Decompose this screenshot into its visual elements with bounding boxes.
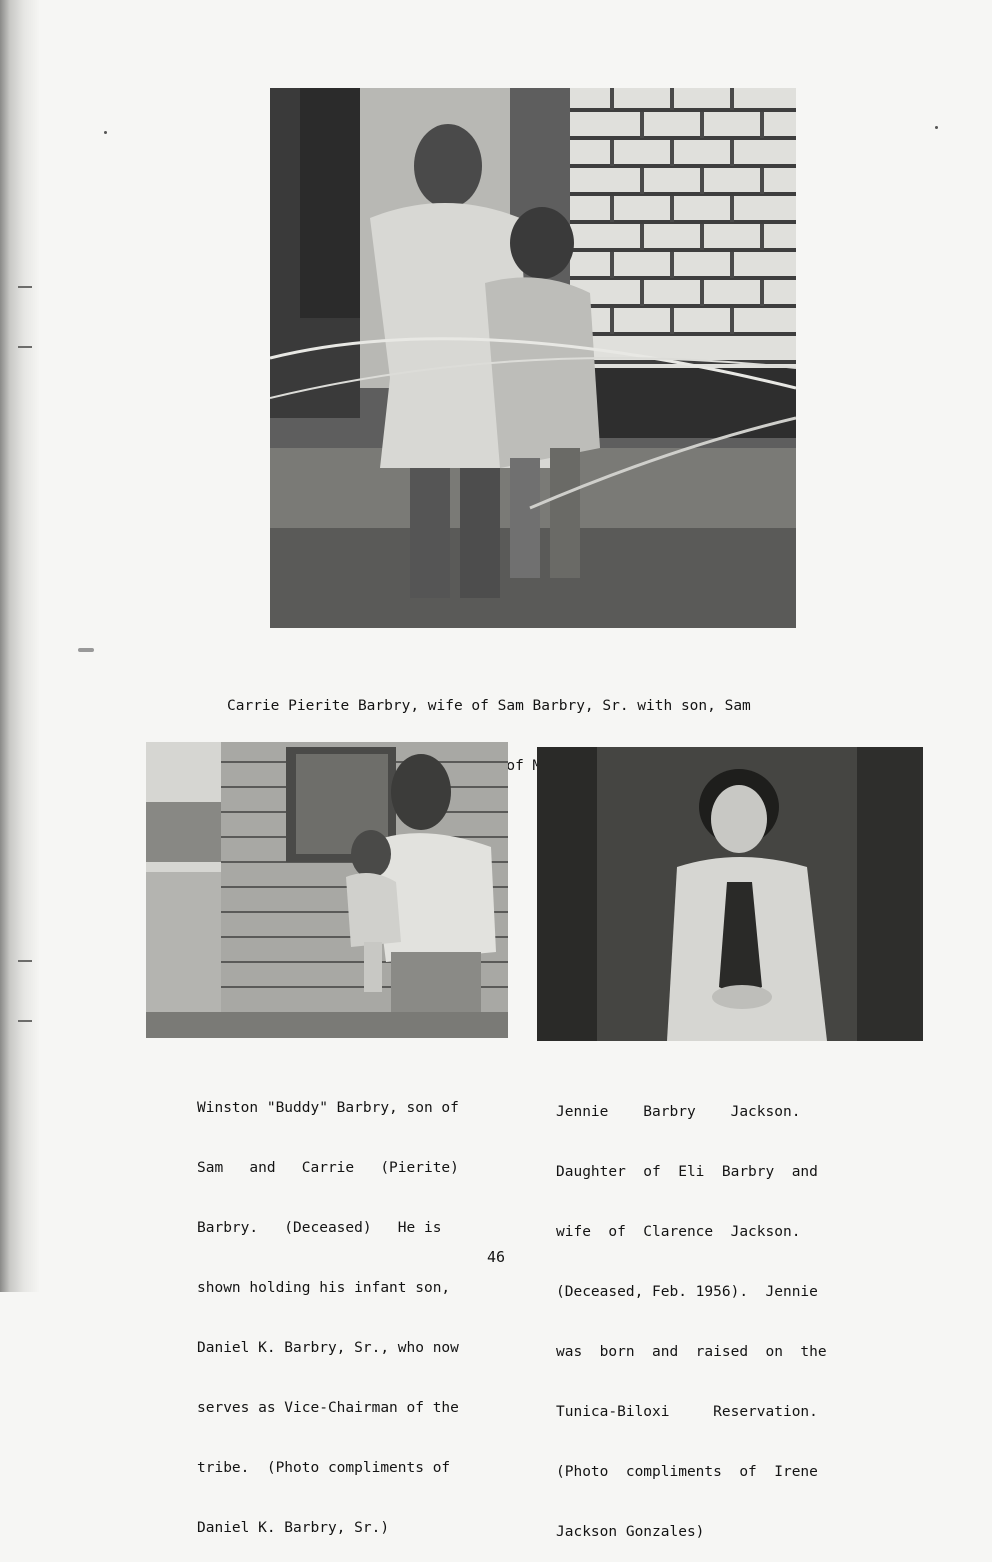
caption-line: Daniel K. Barbry, Sr.) — [197, 1520, 390, 1536]
caption-line: shown holding his infant son, — [197, 1280, 451, 1296]
caption-line: Winston "Buddy" Barbry, son of — [197, 1100, 459, 1116]
dust-speck — [935, 126, 938, 129]
caption-line: wife of Clarence Jackson. — [556, 1224, 801, 1240]
caption-line: Daughter of Eli Barbry and — [556, 1164, 818, 1180]
caption-line: was born and raised on the — [556, 1344, 827, 1360]
staple-mark — [18, 346, 32, 348]
caption-line: Daniel K. Barbry, Sr., who now — [197, 1340, 459, 1356]
caption-line: of — [506, 758, 524, 774]
staple-mark — [18, 960, 32, 962]
caption-line: Barbry. (Deceased) He is — [197, 1220, 442, 1236]
photo-carrie-and-son — [270, 88, 796, 628]
caption-line: Tunica-Biloxi Reservation. — [556, 1404, 818, 1420]
staple-mark — [18, 286, 32, 288]
photo-winston-and-infant — [146, 742, 508, 1038]
photo-2-caption — [197, 1058, 459, 1558]
photo-3-caption — [556, 1062, 827, 1562]
dust-speck — [78, 648, 94, 652]
page-number: 46 — [486, 1248, 506, 1266]
caption-line: tribe. (Photo compliments of — [197, 1460, 451, 1476]
caption-line: Carrie Pierite Barbry, wife of Sam Barbry, Sr. with son, Sam — [227, 698, 751, 714]
staple-mark — [18, 1020, 32, 1022]
caption-line: (Photo compliments of Irene — [556, 1464, 818, 1480]
caption-line: serves as Vice-Chairman of the — [197, 1400, 459, 1416]
binding-edge — [0, 0, 40, 1292]
photo-jennie-jackson — [537, 747, 923, 1041]
caption-line: (Deceased, Feb. 1956). Jennie — [556, 1284, 818, 1300]
dust-speck — [104, 131, 107, 134]
caption-line: Jennie Barbry Jackson. — [556, 1104, 801, 1120]
caption-line: Sam and Carrie (Pierite) — [197, 1160, 459, 1176]
caption-line: Jackson Gonzales) — [556, 1524, 705, 1540]
